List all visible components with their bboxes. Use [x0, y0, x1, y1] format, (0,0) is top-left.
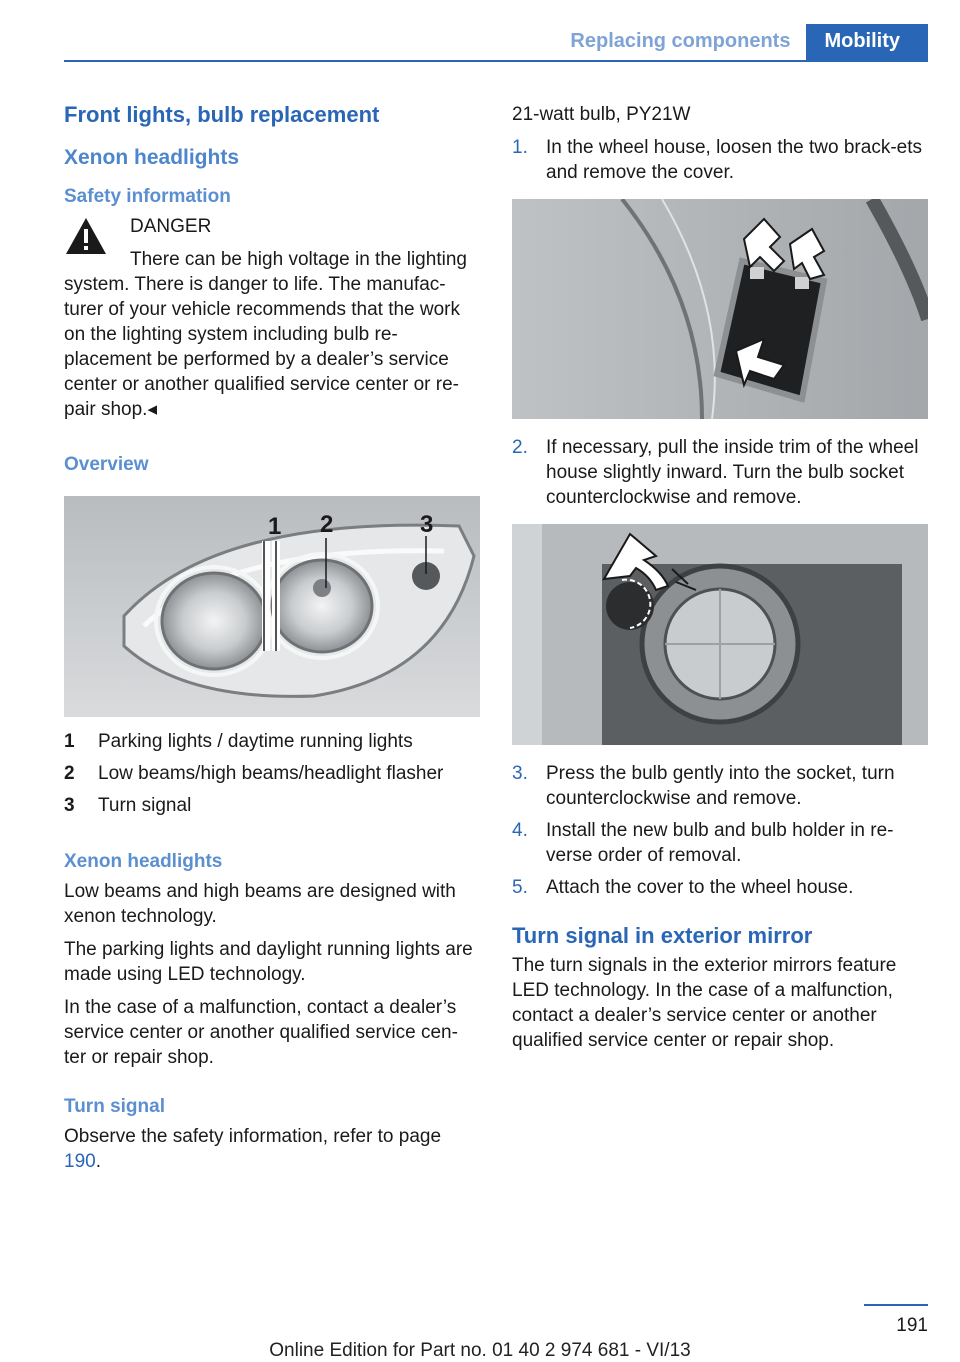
legend-item — [64, 761, 480, 786]
footer-edition: Online Edition for Part no. 01 40 2 974 681 - VI/13 — [269, 1340, 691, 1361]
step-number: 1. — [512, 137, 528, 158]
step-text: Install the new bulb and bulb holder in re-verse order of removal. — [546, 820, 894, 866]
bulb-type-intro: 21-watt bulb, PY21W — [512, 104, 691, 125]
page-number: 191 — [896, 1315, 928, 1336]
danger-text: system. There is danger to life. The manufac-turer of your vehicle recommends that the work on the lighting system including bulb re-placement be performed by a dealer’s service center or another qualified service center or re-pair shop.◂ — [64, 274, 461, 420]
mirror-signal-paragraph: The turn signals in the exterior mirrors feature LED technology. In the case of a malfunction, contact a dealer’s service center or another qualified service center or repair shop. — [512, 955, 897, 1051]
right-column — [512, 102, 928, 1061]
legend-item — [64, 793, 480, 818]
header-tabs — [554, 24, 928, 62]
figure-label-1: 1 — [268, 513, 282, 540]
step-text: In the wheel house, loosen the two brack-ets and remove the cover. — [546, 137, 923, 183]
header-divider — [64, 60, 928, 62]
bulb-socket-image — [512, 524, 928, 745]
headlight-overview-image — [64, 496, 480, 717]
safety-heading: Safety information — [64, 186, 231, 207]
warning-triangle-icon — [64, 216, 108, 256]
step-item — [512, 761, 928, 811]
turn-signal-text-end: . — [95, 1151, 101, 1172]
wheel-house-cover-image — [512, 199, 928, 419]
xenon-heading: Xenon headlights — [64, 851, 223, 872]
step-number: 4. — [512, 820, 528, 841]
subtitle-xenon: Xenon headlights — [64, 146, 240, 169]
step-text: If necessary, pull the inside trim of the wheel house slightly inward. Turn the bulb socket counterclockwise and remove. — [546, 437, 919, 508]
step-number: 3. — [512, 763, 528, 784]
turn-signal-heading: Turn signal — [64, 1096, 165, 1117]
legend-number: 3 — [64, 795, 75, 816]
footer-divider — [864, 1304, 928, 1306]
danger-notice — [64, 214, 480, 422]
page-title: Front lights, bulb replacement — [64, 102, 380, 127]
legend-text: Turn signal — [98, 795, 192, 816]
figure-label-3: 3 — [420, 511, 434, 538]
turn-signal-paragraph — [64, 1124, 480, 1174]
step-number: 5. — [512, 877, 528, 898]
step-text: Press the bulb gently into the socket, turn counterclockwise and remove. — [546, 763, 895, 809]
legend-item — [64, 729, 480, 754]
left-column — [64, 102, 480, 1182]
header-section-label[interactable]: Replacing components — [570, 30, 791, 52]
figure-label-2: 2 — [320, 511, 334, 538]
legend-number: 2 — [64, 763, 75, 784]
danger-text-first: There can be high voltage in the lighting — [130, 249, 467, 270]
overview-legend — [64, 729, 480, 818]
header-chapter-label[interactable]: Mobility — [806, 24, 928, 62]
xenon-paragraph-1: Low beams and high beams are designed with xenon technology. — [64, 881, 456, 927]
step-item — [512, 135, 928, 185]
legend-text: Low beams/high beams/headlight flasher — [98, 763, 444, 784]
step-item — [512, 435, 928, 510]
step-item — [512, 818, 928, 868]
xenon-paragraph-2: The parking lights and daylight running lights are made using LED technology. — [64, 939, 473, 985]
step-text: Attach the cover to the wheel house. — [546, 877, 854, 898]
legend-text: Parking lights / daytime running lights — [98, 731, 413, 752]
turn-signal-text: Observe the safety information, refer to page — [64, 1126, 442, 1147]
legend-number: 1 — [64, 731, 75, 752]
page-reference-link[interactable]: 190 — [64, 1151, 96, 1172]
xenon-paragraph-3: In the case of a malfunction, contact a dealer’s service center or another qualified service cen-ter or repair shop. — [64, 997, 458, 1068]
overview-heading: Overview — [64, 454, 149, 475]
step-item — [512, 875, 928, 900]
mirror-signal-heading: Turn signal in exterior mirror — [512, 923, 813, 948]
danger-label: DANGER — [130, 216, 212, 237]
step-number: 2. — [512, 437, 528, 458]
